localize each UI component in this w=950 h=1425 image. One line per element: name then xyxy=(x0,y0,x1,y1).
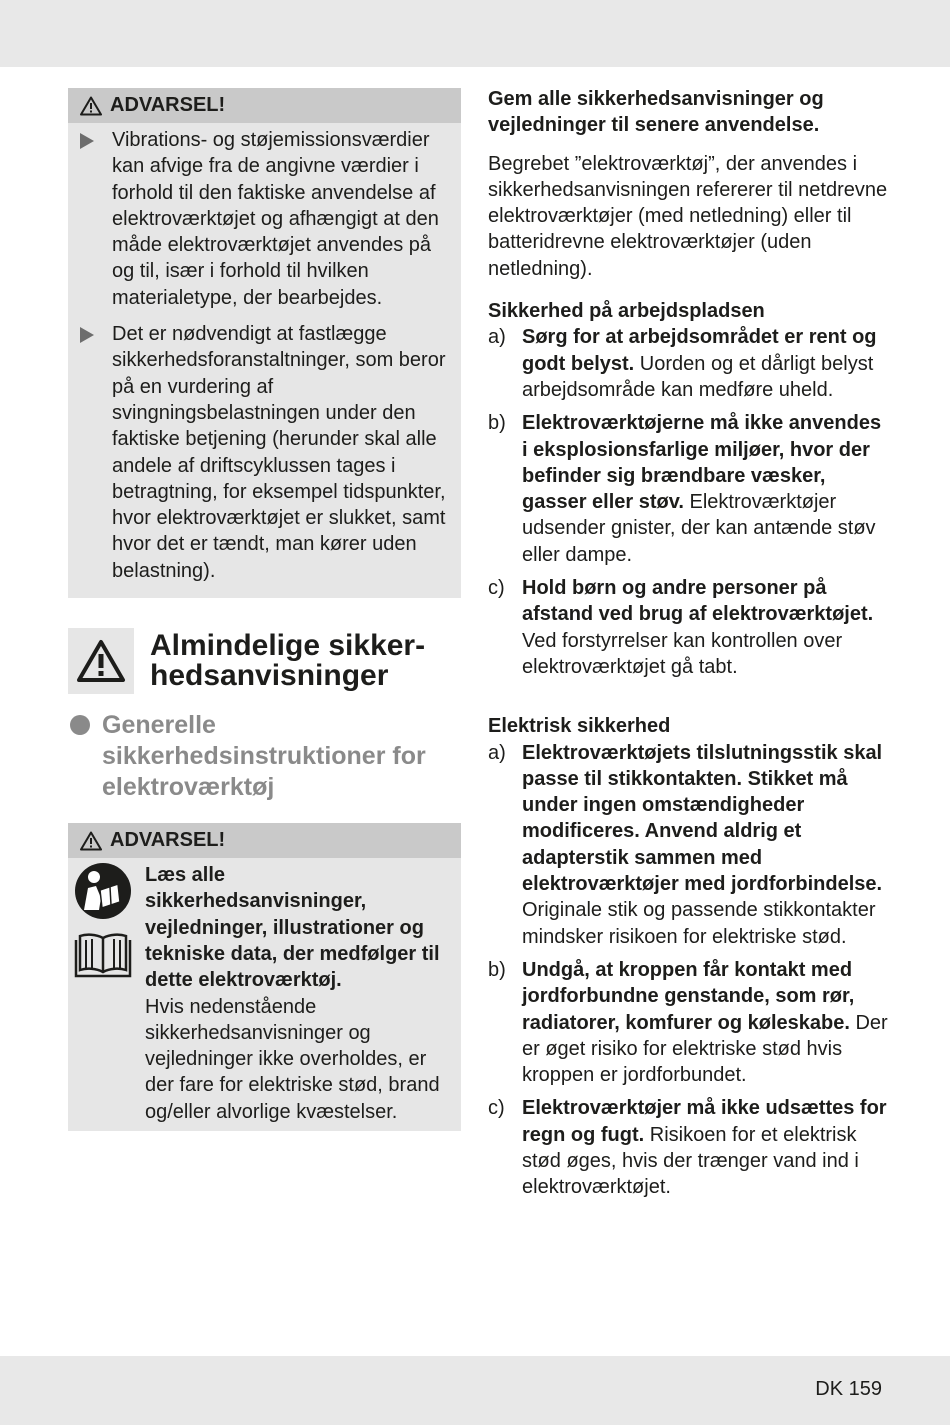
arrow-bullet-icon xyxy=(80,327,94,343)
item-plain: Risikoen for et elektrisk stød øges, hvis der trænger vand ind i elektroværktøjet. xyxy=(522,1123,859,1199)
warning-label: ADVARSEL! xyxy=(110,94,226,117)
title-line: Almindelige sikker- xyxy=(150,629,426,663)
item-plain: Ved forstyrrelser kan kontrollen over elektroværktøjet gå tabt. xyxy=(522,629,843,678)
warning-header xyxy=(68,88,461,123)
warning-icon xyxy=(80,831,102,851)
list-item xyxy=(488,324,888,403)
list-letter: c) xyxy=(488,577,505,600)
item-bold: Sørg for at arbejdsområdet er rent og godt belyst. xyxy=(522,326,877,375)
list-letter: a) xyxy=(488,741,506,764)
item-plain: Elektroværktøjer udsender gnister, der kan antænde støv eller dampe. xyxy=(522,491,876,566)
warning-box-read xyxy=(68,823,461,1131)
title-line: hedsanvisninger xyxy=(150,659,389,693)
list-item-text xyxy=(522,575,888,680)
item-bold: Undgå, at kroppen får kontakt med jordforbundne genstande, som rør, radiatorer, komfurer og køleskabe. xyxy=(522,958,855,1034)
list-item xyxy=(488,740,888,950)
list-letter: c) xyxy=(488,1097,505,1120)
item-plain: Originale stik og passende stikkontakter mindsker risikoen for elektriske stød. xyxy=(522,899,876,948)
warning-header xyxy=(68,823,461,858)
list-letter: b) xyxy=(488,412,506,435)
list-letter: b) xyxy=(488,958,506,981)
workplace-heading: Sikkerhed på arbejdspladsen xyxy=(488,300,765,323)
item-bold: Elektroværktøjer må ikke udsættes for regn og fugt. xyxy=(522,1097,887,1146)
list-item-text xyxy=(522,1095,888,1200)
warning-bold-text: Læs alle sikkerhedsanvisninger, vejledninger, illustrationer og tekniske data, der medfølger til dette elektroværktøj. xyxy=(145,864,440,992)
icons-column xyxy=(72,862,134,1125)
list-item xyxy=(78,321,451,584)
list-letter: a) xyxy=(488,326,506,349)
list-item-text: Vibrations- og støjemissionsværdier kan afvige fra de angivne værdier i forhold til den faktiske anvendelse af elektroværktøjet og afhængigt at den måde elektroværktøjet anvendes på og til, især i forhold til hvilken materialetype, der bearbejdes. xyxy=(112,129,439,309)
right-column xyxy=(488,86,888,1208)
subtitle-text: Generelle sikkerhedsinstruktioner for elektroværktøj xyxy=(102,711,426,802)
bullet-dot-icon xyxy=(70,715,90,735)
electrical-heading: Elektrisk sikkerhed xyxy=(488,715,671,738)
warning-label: ADVARSEL! xyxy=(110,829,226,852)
intro-text: Begrebet ”elektroværktøj”, der anvendes i sikkerhedsanvisningen refererer til netdrevne elektroværktøjer (med netledning) eller til batteridrevne elektroværktøjer (uden netledning). xyxy=(488,152,888,280)
warning-text xyxy=(145,862,451,1125)
warning-plain-text: Hvis nedenstående sikkerhedsanvisninger og vejledninger ikke overholdes, er der fare for elektriske stød, brand og/eller alvorlige kvæstelser. xyxy=(145,995,440,1123)
read-manual-icon xyxy=(74,862,132,920)
list-item xyxy=(78,127,451,311)
page-title xyxy=(150,631,425,691)
list-item-text xyxy=(522,957,888,1088)
arrow-bullet-icon xyxy=(80,133,94,149)
workplace-list xyxy=(488,324,888,680)
list-item xyxy=(488,410,888,568)
item-bold: Elektroværktøjets tilslutningsstik skal passe til stikkontakten. Stikket må under ingen omstændigheder modificeres. Anvend aldrig et adapterstik sammen med elektroværktøjer med jordforbindelse. xyxy=(522,741,883,896)
footer-bar xyxy=(0,1356,950,1425)
item-bold: Hold børn og andre personer på afstand ved brug af elektroværktøjet. xyxy=(522,577,874,626)
warning-icon xyxy=(68,628,134,694)
list-item xyxy=(488,1095,888,1200)
electrical-list xyxy=(488,740,888,1201)
warning-body xyxy=(68,123,461,598)
list-item-text xyxy=(522,740,888,950)
item-bold: Elektroværktøjerne må ikke anvendes i eksplosionsfarlige miljøer, hvor der befinder sig brændbare væsker, gasser eller støv. xyxy=(522,412,882,514)
book-icon xyxy=(74,930,132,978)
list-item xyxy=(488,957,888,1088)
intro-bold: Gem alle sikkerhedsanvisninger og vejledninger til senere anvendelse. xyxy=(488,88,824,137)
top-bar xyxy=(0,0,950,67)
list-item-text: Det er nødvendigt at fastlægge sikkerhedsforanstaltninger, som beror på en vurdering af svingningsbelastningen under den faktiske betjening (herunder skal alle andele af driftscyklussen tages i betragtning, for eksempel tidspunkter, hvor elektroværktøjet er slukket, samt hvor det er tændt, man kører uden belastning). xyxy=(112,323,446,582)
subtitle xyxy=(68,710,461,803)
list-item xyxy=(488,575,888,680)
warning-box-vibration xyxy=(68,88,461,598)
item-plain: Der er øget risiko for elektriske stød hvis kroppen er jordforbundet. xyxy=(522,1011,888,1087)
section-title xyxy=(68,628,461,694)
list-item-text xyxy=(522,410,888,568)
page-number: DK 159 xyxy=(815,1378,882,1400)
left-column xyxy=(68,88,461,1131)
warning-icon xyxy=(80,96,102,116)
item-plain: Uorden og et dårligt belyst arbejdsområde kan medføre uheld. xyxy=(522,352,874,401)
list-item-text xyxy=(522,324,888,403)
warning-body xyxy=(68,858,461,1131)
